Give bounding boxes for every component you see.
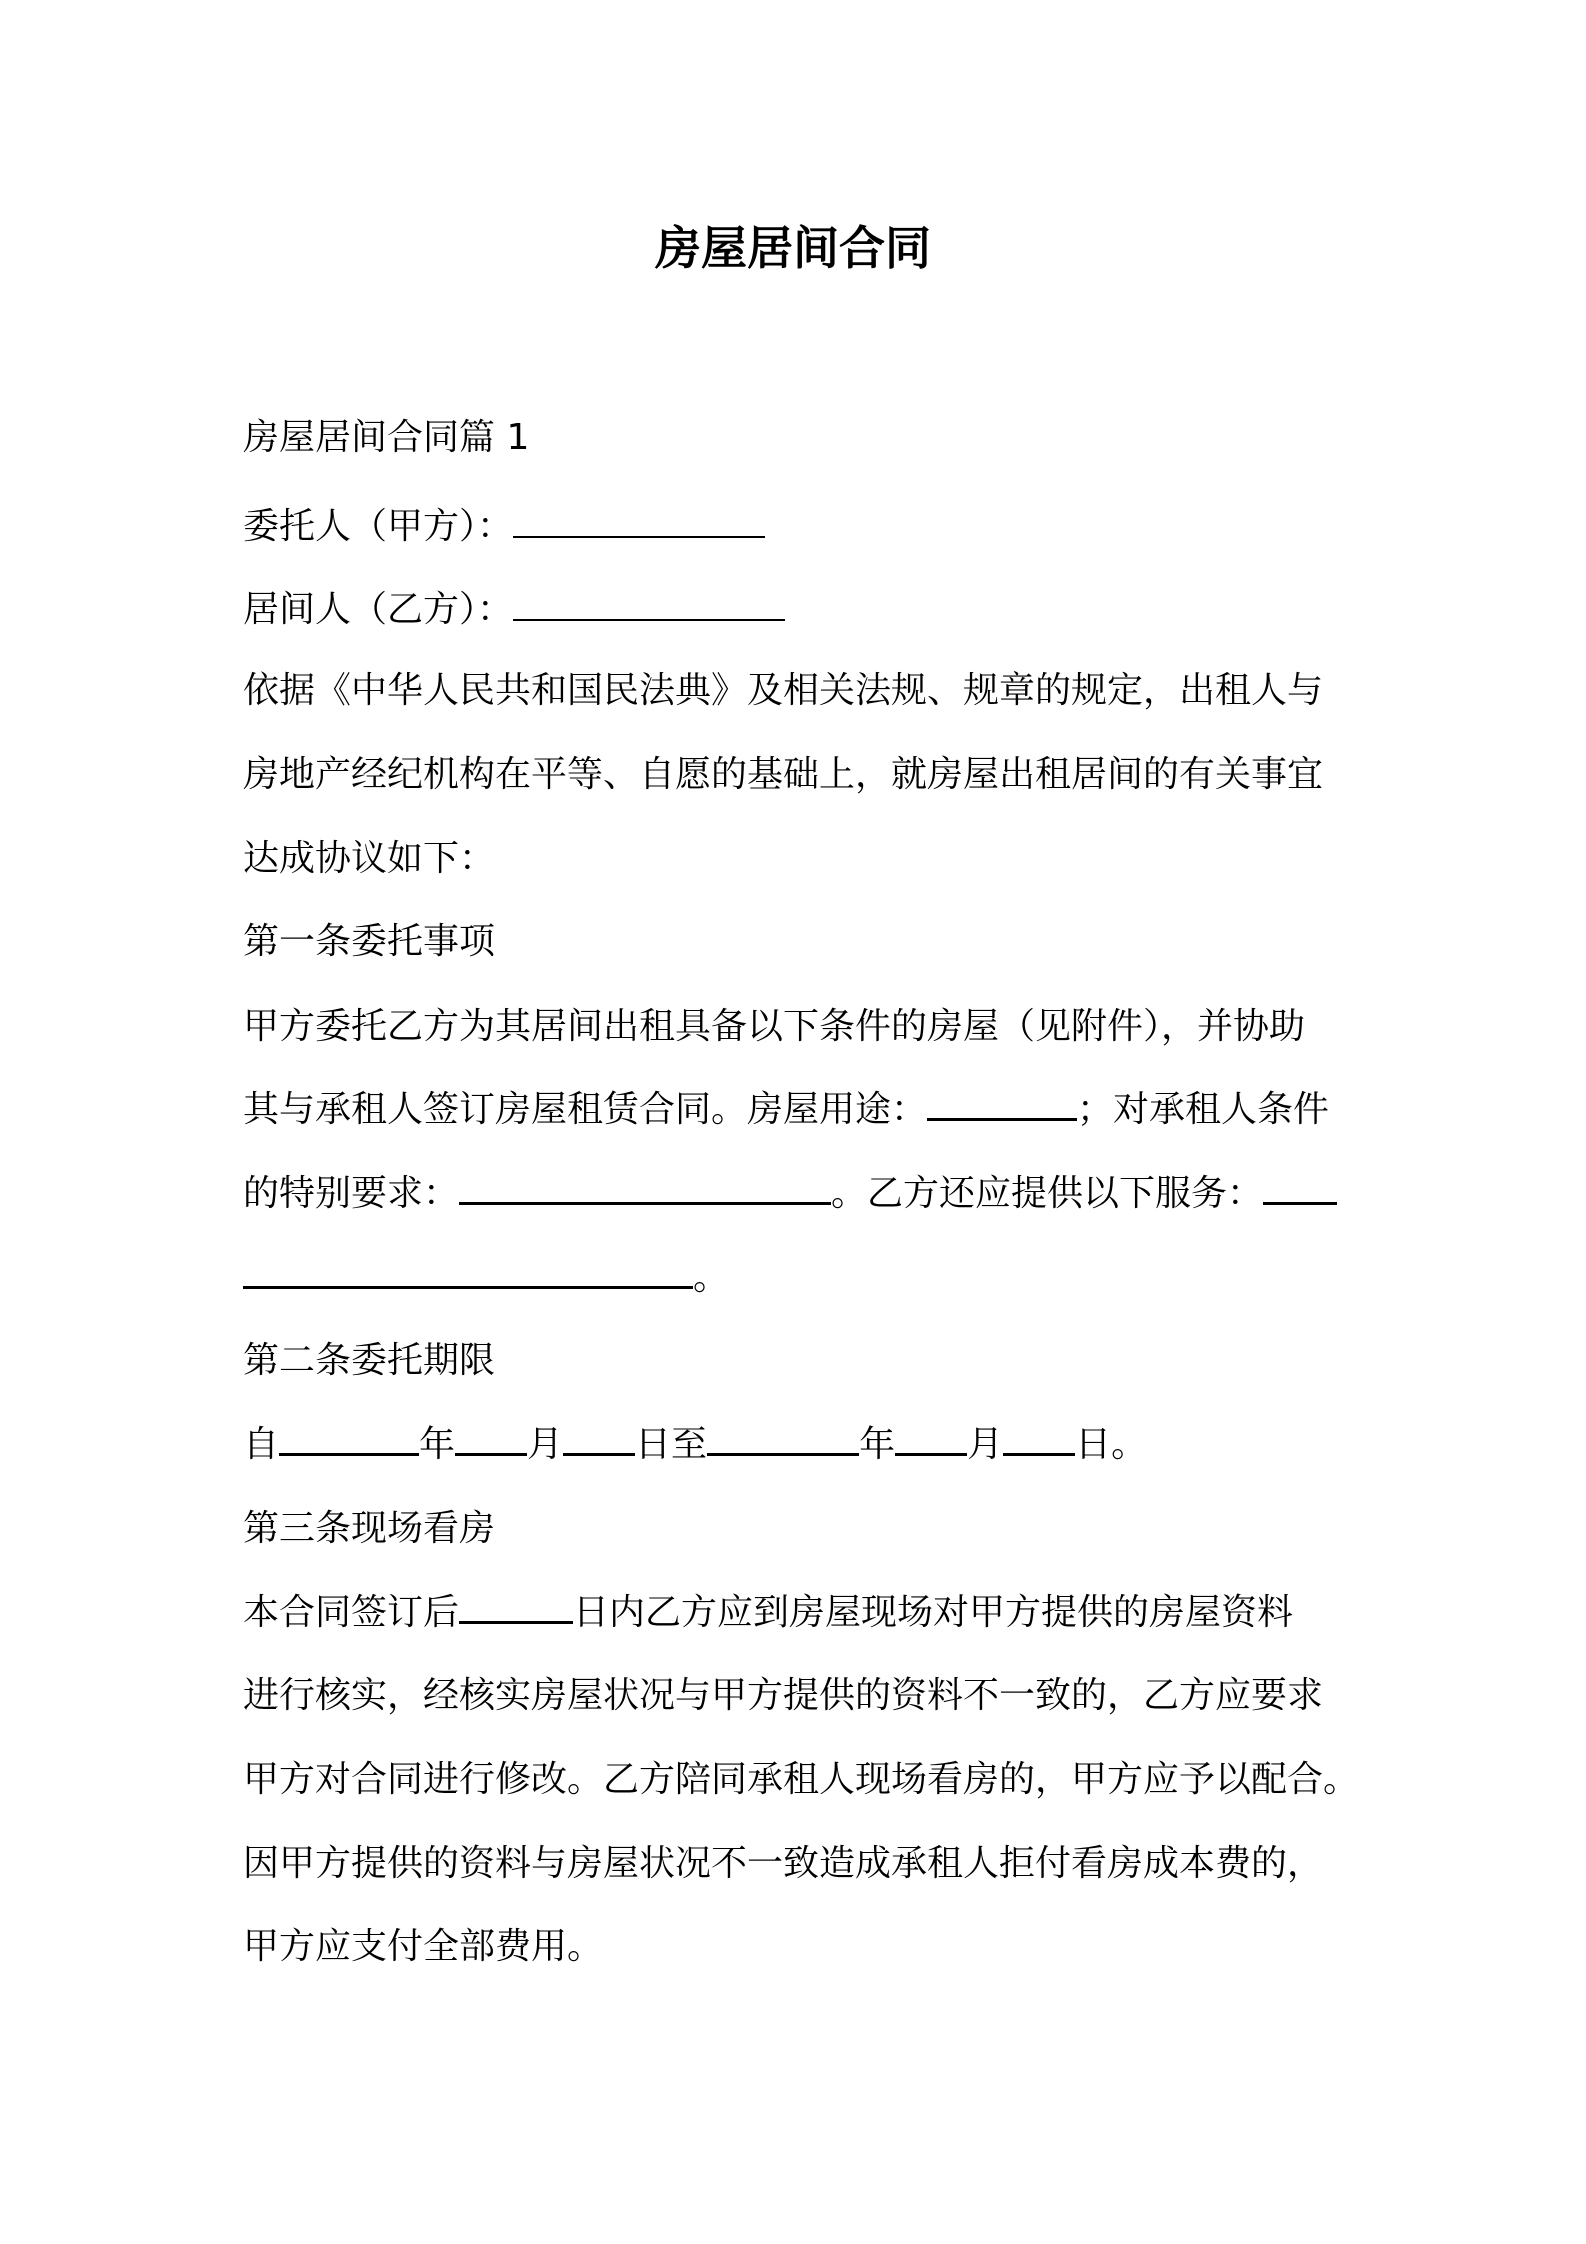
term-text: 日。 — [1075, 1424, 1148, 1465]
end-month-blank — [895, 1423, 967, 1456]
intro-line: 房地产经纪机构在平等、自愿的基础上，就房屋出租居间的有关事宜 — [243, 754, 1324, 795]
article-3-line: 甲方对合同进行修改。乙方陪同承租人现场看房的，甲方应予以配合。 — [243, 1759, 1360, 1800]
article-3-line — [243, 1588, 1358, 1638]
start-month-blank — [455, 1423, 527, 1456]
article-3-line: 甲方应支付全部费用。 — [243, 1926, 604, 1967]
term-text: 日至 — [635, 1424, 708, 1465]
article-3-text: 日内乙方应到房屋现场对甲方提供的房屋资料 — [573, 1592, 1294, 1633]
article-3-line: 因甲方提供的资料与房屋状况不一致造成承租人拒付看房成本费的， — [243, 1843, 1324, 1884]
article-3-heading: 第三条现场看房 — [243, 1508, 496, 1549]
term-text: 年 — [859, 1424, 896, 1465]
services-blank — [1263, 1172, 1337, 1205]
article-1-text: 。乙方还应提供以下服务： — [831, 1173, 1264, 1214]
party-b-blank — [513, 589, 785, 621]
term-text: 月 — [967, 1424, 1004, 1465]
document-title: 房屋居间合同 — [655, 221, 931, 275]
party-a-label: 委托人（甲方）： — [243, 506, 514, 547]
article-1-line — [243, 1169, 1358, 1219]
start-day-blank — [563, 1423, 635, 1456]
usage-blank — [927, 1088, 1077, 1121]
term-text: 月 — [527, 1424, 564, 1465]
article-1-line — [243, 1085, 1358, 1135]
article-1-line: 甲方委托乙方为其居间出租具备以下条件的房屋（见附件），并协助 — [243, 1006, 1306, 1047]
end-day-blank — [1003, 1423, 1075, 1456]
section-title: 房屋居间合同篇 1 — [243, 417, 530, 458]
term-text: 自 — [243, 1424, 280, 1465]
party-b-row — [243, 585, 1358, 635]
days-blank — [459, 1591, 573, 1624]
end-year-blank — [707, 1423, 859, 1456]
article-3-text: 本合同签订后 — [243, 1592, 460, 1633]
article-1-text: 的特别要求： — [243, 1173, 460, 1214]
party-b-label: 居间人（乙方）： — [243, 589, 514, 630]
term-dates-row — [243, 1420, 1358, 1470]
article-1-text: ；对承租人条件 — [1077, 1089, 1330, 1130]
article-1-text: 其与承租人签订房屋租赁合同。房屋用途： — [243, 1089, 928, 1130]
article-1-heading: 第一条委托事项 — [243, 921, 496, 962]
article-1-text: 。 — [693, 1257, 730, 1298]
intro-line: 达成协议如下： — [243, 838, 496, 879]
intro-line: 依据《中华人民共和国民法典》及相关法规、规章的规定，出租人与 — [243, 670, 1324, 711]
services-blank-continued — [243, 1256, 693, 1289]
article-1-line — [243, 1253, 1358, 1303]
term-text: 年 — [419, 1424, 456, 1465]
article-3-line: 进行核实，经核实房屋状况与甲方提供的资料不一致的，乙方应要求 — [243, 1675, 1324, 1716]
requirements-blank — [459, 1172, 831, 1205]
party-a-blank — [513, 506, 765, 538]
article-2-heading: 第二条委托期限 — [243, 1340, 496, 1381]
start-year-blank — [279, 1423, 419, 1456]
party-a-row — [243, 502, 1358, 552]
